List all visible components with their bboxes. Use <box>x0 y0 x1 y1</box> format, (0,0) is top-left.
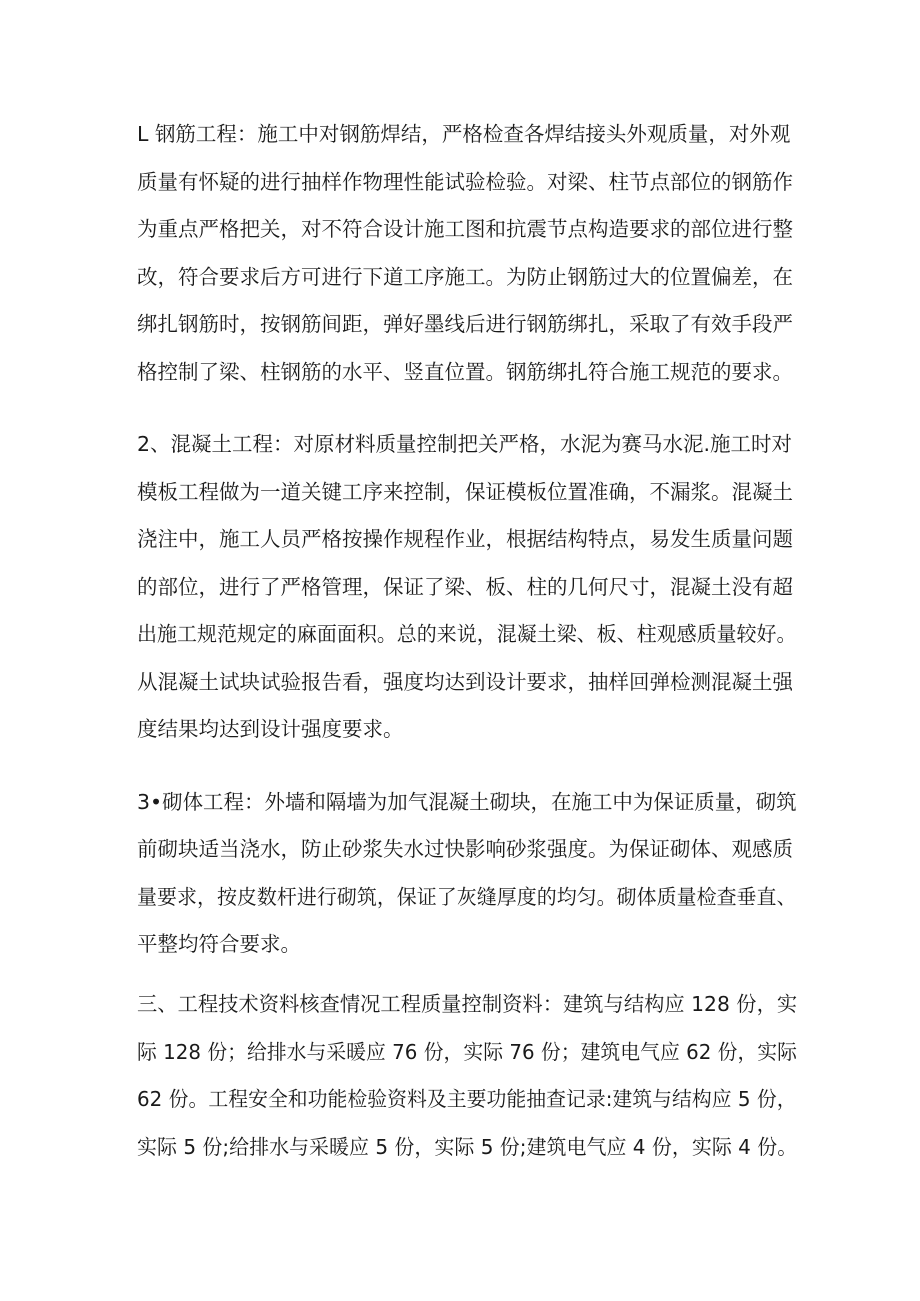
tech-docs-line-2: 际 128 份；给排水与采暖应 76 份，实际 76 份；建筑电气应 62 份，实际 <box>137 1040 797 1064</box>
tech-docs-line-1: 三、工程技术资料核查情况工程质量控制资料：建筑与结构应 128 份，实 <box>137 992 798 1016</box>
rebar-line-3: 为重点严格把关，对不符合设计施工图和抗震节点构造要求的部位进行整 <box>137 217 793 241</box>
rebar-line-1: L 钢筋工程：施工中对钢筋焊结，严格检查各焊结接头外观质量，对外观 <box>137 122 791 146</box>
concrete-line-4: 的部位，进行了严格管理，保证了梁、板、柱的几何尺寸，混凝土没有超 <box>137 575 793 599</box>
masonry-line-4: 平整均符合要求。 <box>137 932 301 956</box>
concrete-line-5: 出施工规范规定的麻面面积。总的来说，混凝土梁、板、柱观感质量较好。 <box>137 622 797 646</box>
rebar-line-5: 绑扎钢筋时，按钢筋间距，弹好墨线后进行钢筋绑扎，采取了有效手段严 <box>137 312 793 336</box>
tech-docs-line-4: 实际 5 份;给排水与采暖应 5 份，实际 5 份;建筑电气应 4 份，实际 4 份。 <box>137 1135 798 1159</box>
tech-docs-line-3: 62 份。工程安全和功能检验资料及主要功能抽查记录:建筑与结构应 5 份， <box>137 1087 797 1111</box>
rebar-line-4: 改，符合要求后方可进行下道工序施工。为防止钢筋过大的位置偏差，在 <box>137 265 793 289</box>
concrete-line-6: 从混凝土试块试验报告看，强度均达到设计要求，抽样回弹检测混凝土强 <box>137 670 793 694</box>
masonry-line-1: 3•砌体工程：外墙和隔墙为加气混凝土砌块，在施工中为保证质量，砌筑 <box>137 790 797 814</box>
concrete-line-2: 模板工程做为一道关键工序来控制，保证模板位置准确，不漏浆。混凝土 <box>137 480 793 504</box>
concrete-line-1: 2、混凝土工程：对原材料质量控制把关严格，水泥为赛马水泥.施工时对 <box>137 432 793 456</box>
concrete-line-3: 浇注中，施工人员严格按操作规程作业，根据结构特点，易发生质量问题 <box>137 527 793 551</box>
rebar-line-2: 质量有怀疑的进行抽样作物理性能试验检验。对梁、柱节点部位的钢筋作 <box>137 170 793 194</box>
rebar-line-6: 格控制了梁、柱钢筋的水平、竖直位置。钢筋绑扎符合施工规范的要求。 <box>137 360 793 384</box>
masonry-line-2: 前砌块适当浇水，防止砂浆失水过快影响砂浆强度。为保证砌体、观感质 <box>137 837 793 861</box>
concrete-line-7: 度结果均达到设计强度要求。 <box>137 717 404 741</box>
masonry-line-3: 量要求，按皮数杆进行砌筑，保证了灰缝厚度的均匀。砌体质量检查垂直、 <box>137 885 797 909</box>
